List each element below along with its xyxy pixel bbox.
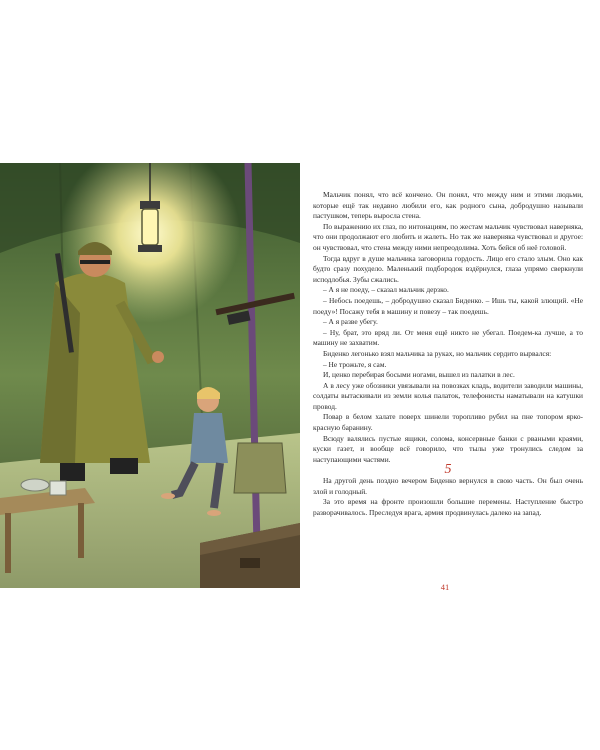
- text-column: [313, 190, 583, 518]
- paragraph: Повар в белом халате поверх шинели торопливо рубил на пне топором ярко-красную баранину.: [313, 412, 583, 433]
- paragraph: На другой день поздно вечером Биденко вернулся в свою часть. Он был очень злой и голодный.: [313, 476, 583, 496]
- paragraph: А в лесу уже обозники увязывали на повозках кладь, водители заводили машины, солдаты вытаскивали из земли колья палаток, телефонисты наматывали на катушки провод.: [313, 380, 583, 411]
- paragraph: И, ценко перебирая босыми ногами, вышел из палатки в лес.: [323, 370, 515, 380]
- paragraph: Всюду валялись пустые ящики, солома, консервные банки с рваными краями, куски газет, и вообще всё говорило, что тылы уже тронулись следом за наступающими частями.: [313, 433, 583, 464]
- paragraph: По выражению их глаз, по интонациям, по жестам мальчик чувствовал наверняка, что они продолжают его любить и жалеть. Но так же наверняка чувствовал и другое: он чувствовал, что стена между ними непреодолима. Хоть бейся об неё головой.: [313, 221, 583, 252]
- paragraph: Тогда вдруг в душе мальчика заговорила гордость. Лицо его стало злым. Оно как будто сразу похудело. Маленький подбородок вздёрнулся, глаза упрямо сверкнули исподлобья. Зубы сжались.: [313, 253, 583, 284]
- paragraph: Биденко легонько взял мальчика за руках, но мальчик сердито вырвался:: [323, 348, 552, 358]
- hanging-bag: [234, 443, 286, 493]
- dialogue-line: – Не трожьте, я сам.: [323, 359, 387, 369]
- dialogue-line: – А я не поеду, – сказал мальчик дерзко.: [323, 285, 449, 295]
- illustration: [0, 163, 300, 588]
- chapter-number: 5: [444, 462, 452, 478]
- dialogue-line: – Ну, брат, это вряд ли. От меня ещё никто не убегал. Поедем-ка лучше, а то машину не захватим.: [313, 327, 583, 348]
- paragraph: За это время на фронте произошли большие перемены. Наступление быстро разворачивалось. Преследуя врага, армия продвинулась далеко на запад.: [313, 497, 583, 517]
- tent-scene-illustration: [0, 163, 300, 588]
- page-number: 41: [440, 582, 450, 592]
- dialogue-line: – Небось поедешь, – добродушно сказал Биденко. – Ишь ты, какой злющий. «Не поеду»! Посажу тебя в машину и повезу – так поедешь.: [313, 295, 583, 316]
- dialogue-line: – А я разве убегу.: [323, 317, 378, 327]
- paragraph: Мальчик понял, что всё кончено. Он понял, что между ним и этими людьми, которые ещё так недавно любили его, как родного сына, добродушно называли пастушком, теперь выросла стена.: [313, 190, 583, 221]
